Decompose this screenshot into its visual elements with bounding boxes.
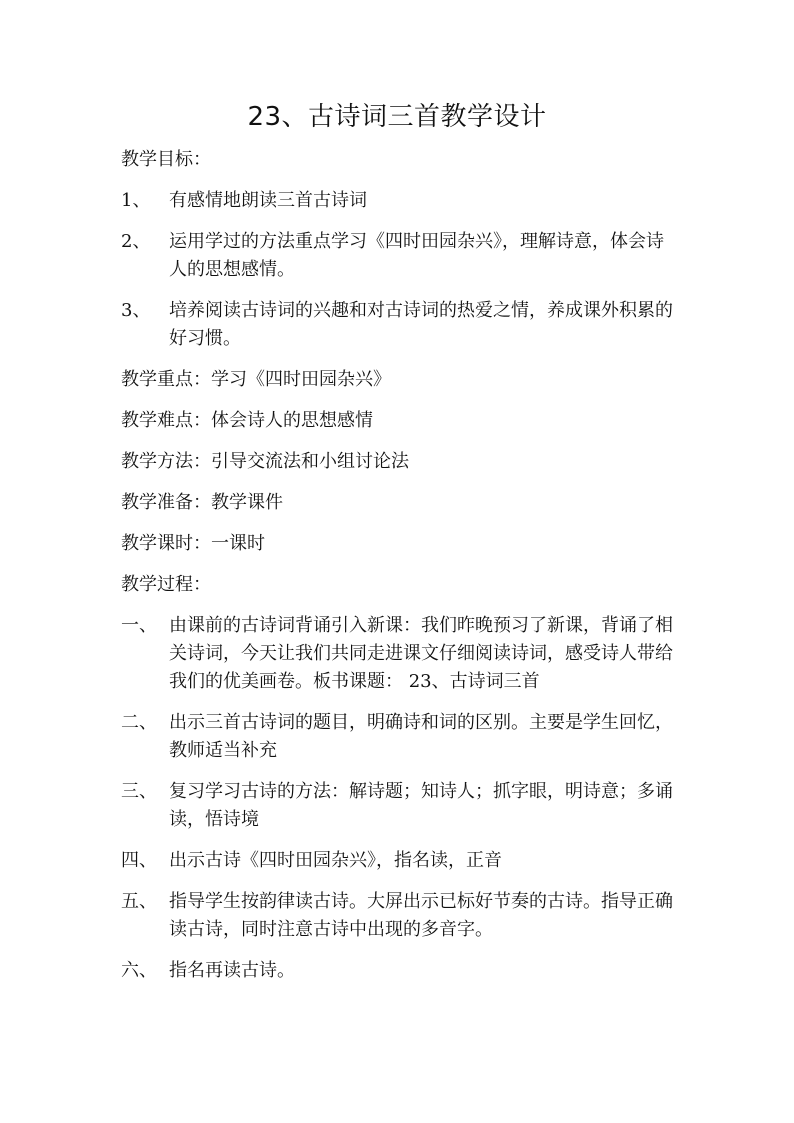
class-periods: 教学课时：一课时 bbox=[121, 533, 265, 554]
objective-item bbox=[121, 187, 681, 215]
step-text: 指名再读古诗。 bbox=[169, 960, 295, 981]
objective-text: 运用学过的方法重点学习《四时田园杂兴》，理解诗意，体会诗人的思想感情。 bbox=[169, 231, 664, 280]
objective-number: 3、 bbox=[121, 300, 151, 321]
difficulty: 教学难点：体会诗人的思想感情 bbox=[121, 410, 373, 431]
step-number: 六、 bbox=[121, 960, 157, 981]
objective-item bbox=[121, 297, 681, 353]
step-number: 三、 bbox=[121, 781, 157, 802]
key-point: 教学重点：学习《四时田园杂兴》 bbox=[121, 369, 391, 390]
page-title: 23、古诗词三首教学设计 bbox=[247, 102, 547, 132]
step-number: 一、 bbox=[121, 615, 157, 636]
step-text: 复习学习古诗的方法：解诗题；知诗人；抓字眼，明诗意；多诵读，悟诗境 bbox=[169, 781, 673, 830]
objective-item bbox=[121, 228, 681, 284]
process-heading: 教学过程： bbox=[121, 574, 211, 595]
objectives-heading: 教学目标： bbox=[121, 149, 211, 170]
document-body bbox=[121, 146, 681, 998]
teaching-method: 教学方法：引导交流法和小组讨论法 bbox=[121, 451, 409, 472]
objective-number: 1、 bbox=[121, 190, 151, 211]
step-text: 由课前的古诗词背诵引入新课：我们昨晚预习了新课，背诵了相关诗词，今天让我们共同走进课文仔细阅读诗词，感受诗人带给我们的优美画卷。板书课题： 23、古诗词三首 bbox=[169, 615, 673, 692]
step-text: 指导学生按韵律读古诗。大屏出示已标好节奏的古诗。指导正确读古诗，同时注意古诗中出现的多音字。 bbox=[169, 891, 673, 940]
step-text: 出示古诗《四时田园杂兴》，指名读，正音 bbox=[169, 850, 502, 871]
process-step bbox=[121, 957, 681, 985]
process-step bbox=[121, 612, 681, 696]
step-number: 五、 bbox=[121, 891, 157, 912]
objective-text: 有感情地朗读三首古诗词 bbox=[169, 190, 367, 211]
teaching-preparation: 教学准备：教学课件 bbox=[121, 492, 283, 513]
step-number: 四、 bbox=[121, 850, 157, 871]
process-step bbox=[121, 778, 681, 834]
step-number: 二、 bbox=[121, 712, 157, 733]
process-step bbox=[121, 709, 681, 765]
step-text: 出示三首古诗词的题目，明确诗和词的区别。主要是学生回忆，教师适当补充 bbox=[169, 712, 673, 761]
objective-number: 2、 bbox=[121, 231, 151, 252]
process-step bbox=[121, 847, 681, 875]
process-step bbox=[121, 888, 681, 944]
objective-text: 培养阅读古诗词的兴趣和对古诗词的热爱之情，养成课外积累的好习惯。 bbox=[169, 300, 673, 349]
